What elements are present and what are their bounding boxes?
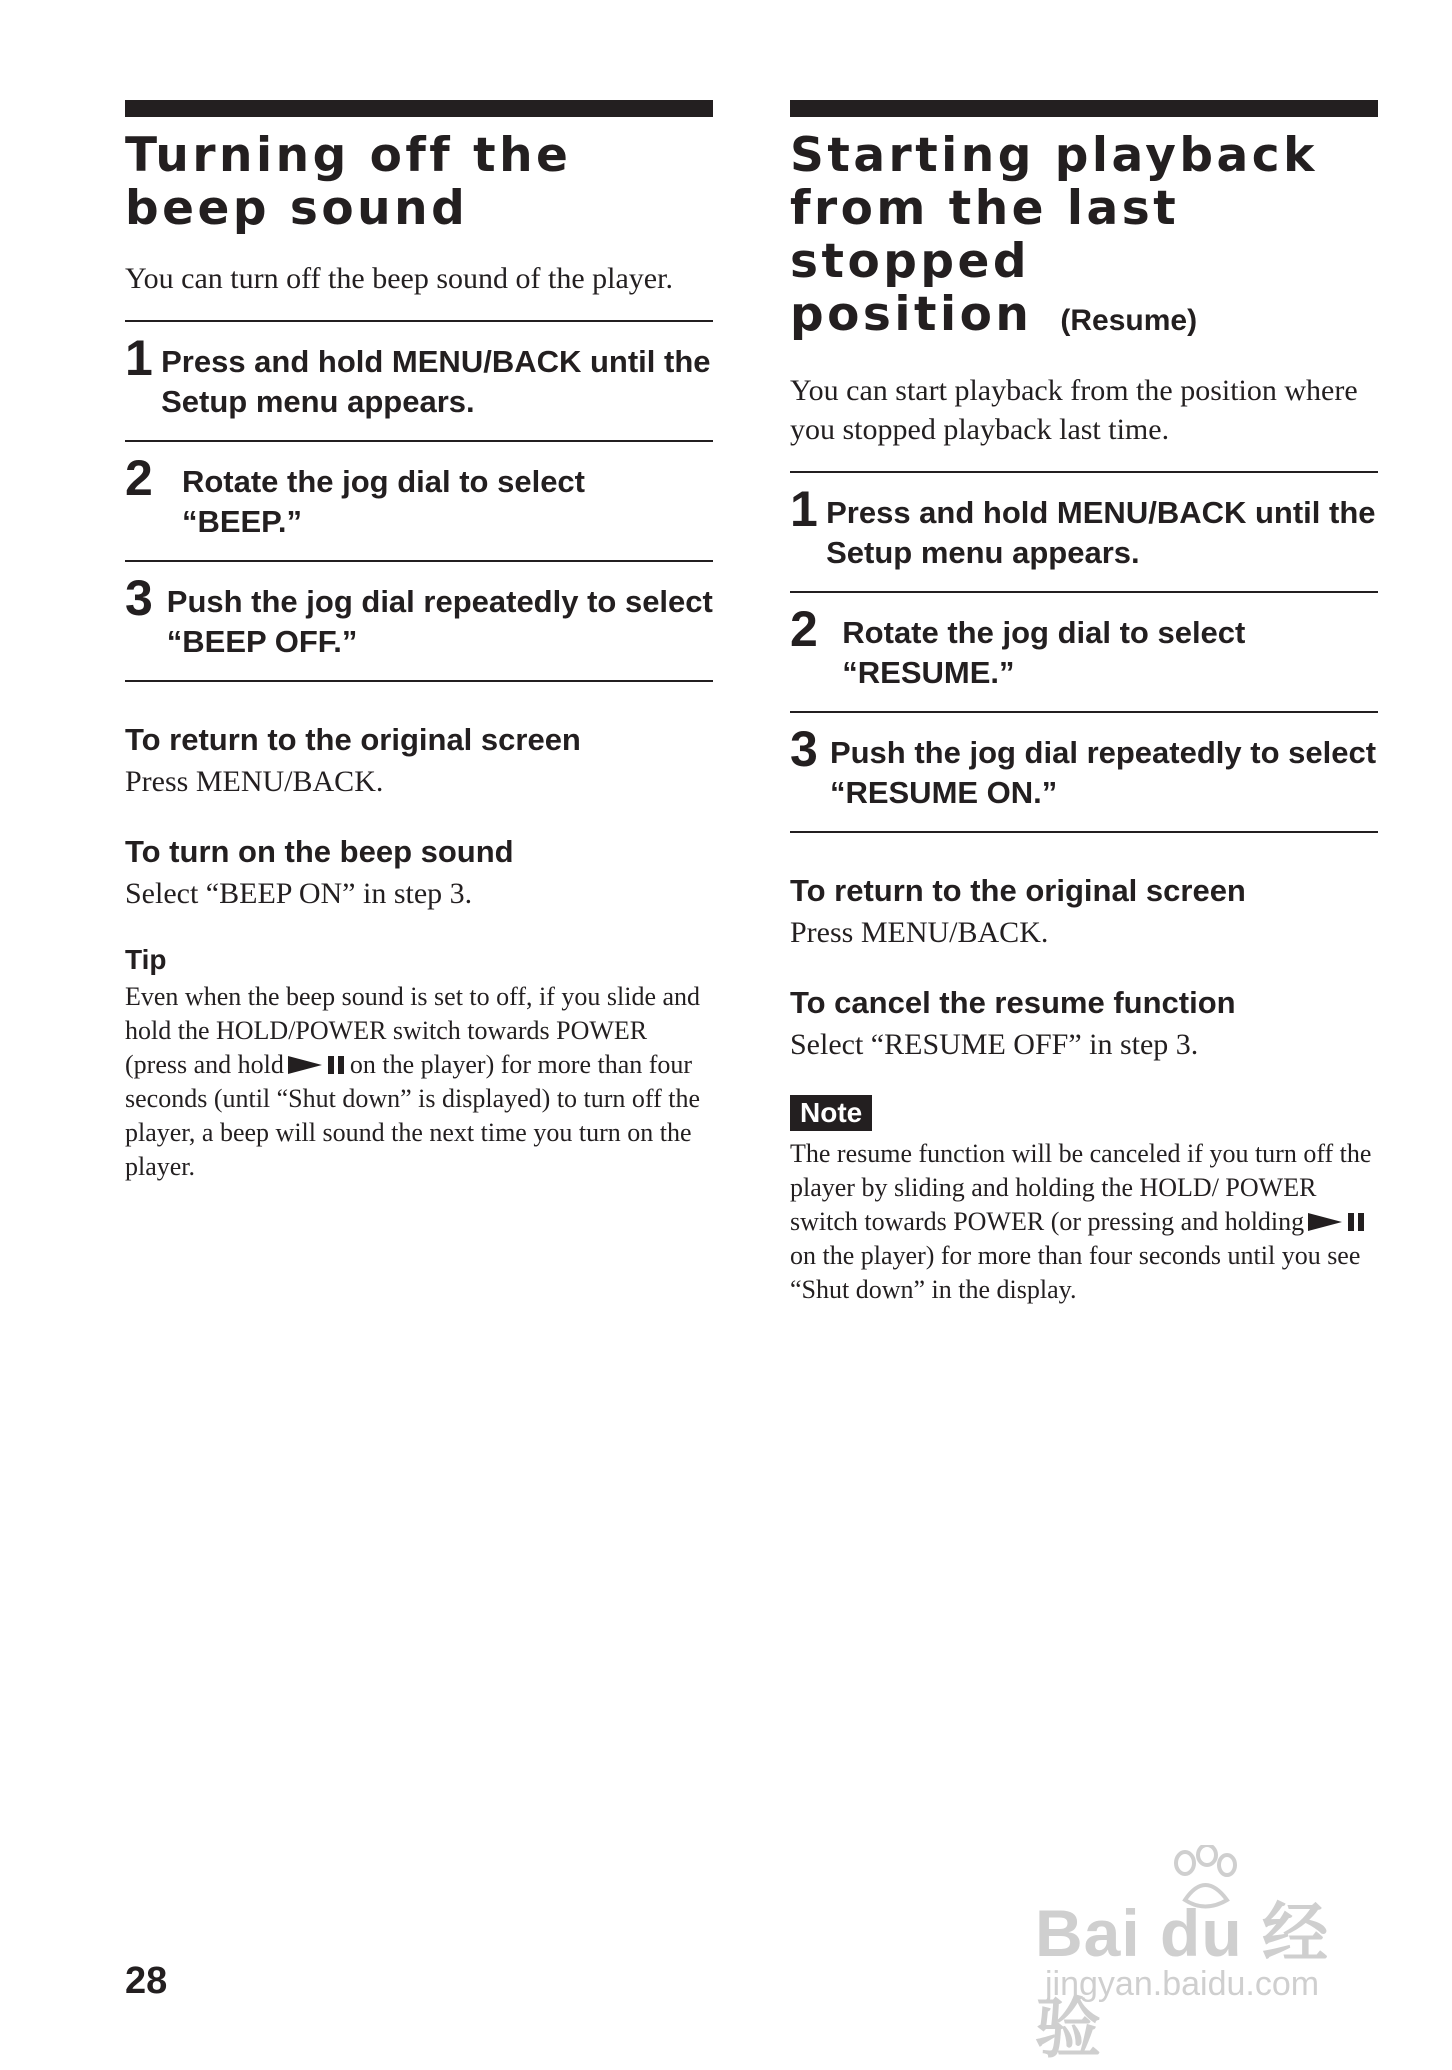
subheading-return-body: Press MENU/BACK. (125, 765, 384, 798)
section-rule-bar (790, 100, 1378, 117)
section-title: Turning off the beep sound (125, 128, 572, 236)
step-item (790, 471, 1378, 591)
step-number: 1 (125, 330, 153, 386)
play-pause-icon (288, 1054, 346, 1076)
step-item (125, 440, 713, 560)
step-text: Rotate the jog dial to select “BEEP.” (181, 464, 585, 539)
step-number: 3 (125, 570, 153, 626)
step-item (790, 711, 1378, 831)
step-text: Push the jog dial repeatedly to select “BEEP OFF.” (166, 584, 713, 659)
tip-heading: Tip (125, 944, 167, 975)
subheading-beep-on-body: Select “BEEP ON” in step 3. (125, 877, 473, 910)
subheading-return: To return to the original screen (790, 873, 1246, 908)
tip-text: Even when the beep sound is set to off, if you slide and hold the HOLD/POWER switch towards POWER (press and hold on the player) for more than four seconds (until “Shut down” is displayed) to turn off the player, a beep will sound the next time you turn on the player. (125, 982, 701, 1181)
section-title: Starting playback from the last stopped position (Resume) (790, 128, 1318, 342)
step-item (790, 591, 1378, 711)
subheading-cancel-resume-body: Select “RESUME OFF” in step 3. (790, 1028, 1199, 1061)
subheading-return: To return to the original screen (125, 722, 581, 757)
step-text: Rotate the jog dial to select “RESUME.” (842, 615, 1246, 690)
step-text: Press and hold MENU/BACK until the Setup menu appears. (161, 344, 711, 419)
step-item (125, 560, 713, 680)
step-number: 2 (125, 450, 153, 506)
page-number: 28 (125, 1960, 168, 2002)
watermark-url: jingyan.baidu.com (1045, 1965, 1320, 2003)
step-number: 1 (790, 481, 818, 537)
divider (790, 831, 1378, 833)
step-number: 3 (790, 721, 818, 777)
subheading-beep-on: To turn on the beep sound (125, 834, 514, 869)
left-column (125, 100, 713, 1184)
step-item (125, 320, 713, 440)
section-title-suffix: (Resume) (1060, 304, 1198, 337)
play-pause-icon (1308, 1211, 1366, 1233)
step-number: 2 (790, 601, 818, 657)
note-badge: Note (790, 1095, 872, 1131)
section-intro: You can start playback from the position where you stopped playback last time. (790, 374, 1358, 446)
subheading-cancel-resume: To cancel the resume function (790, 985, 1236, 1020)
baidu-watermark (1035, 1855, 1365, 2065)
section-rule-bar (125, 100, 713, 117)
watermark-brand: Bai du 经验 (1035, 1896, 1330, 2065)
note-text: The resume function will be canceled if you turn off the player by sliding and holding the HOLD/ POWER switch towards POWER (or pressing and holdingon the player) for more than four seconds until you see “Shut down” in the display. (790, 1139, 1372, 1304)
subheading-return-body: Press MENU/BACK. (790, 916, 1049, 949)
step-text: Push the jog dial repeatedly to select “RESUME ON.” (829, 735, 1377, 810)
right-column (790, 100, 1378, 1307)
section-intro: You can turn off the beep sound of the player. (125, 262, 673, 295)
divider (125, 680, 713, 682)
step-text: Press and hold MENU/BACK until the Setup menu appears. (826, 495, 1376, 570)
